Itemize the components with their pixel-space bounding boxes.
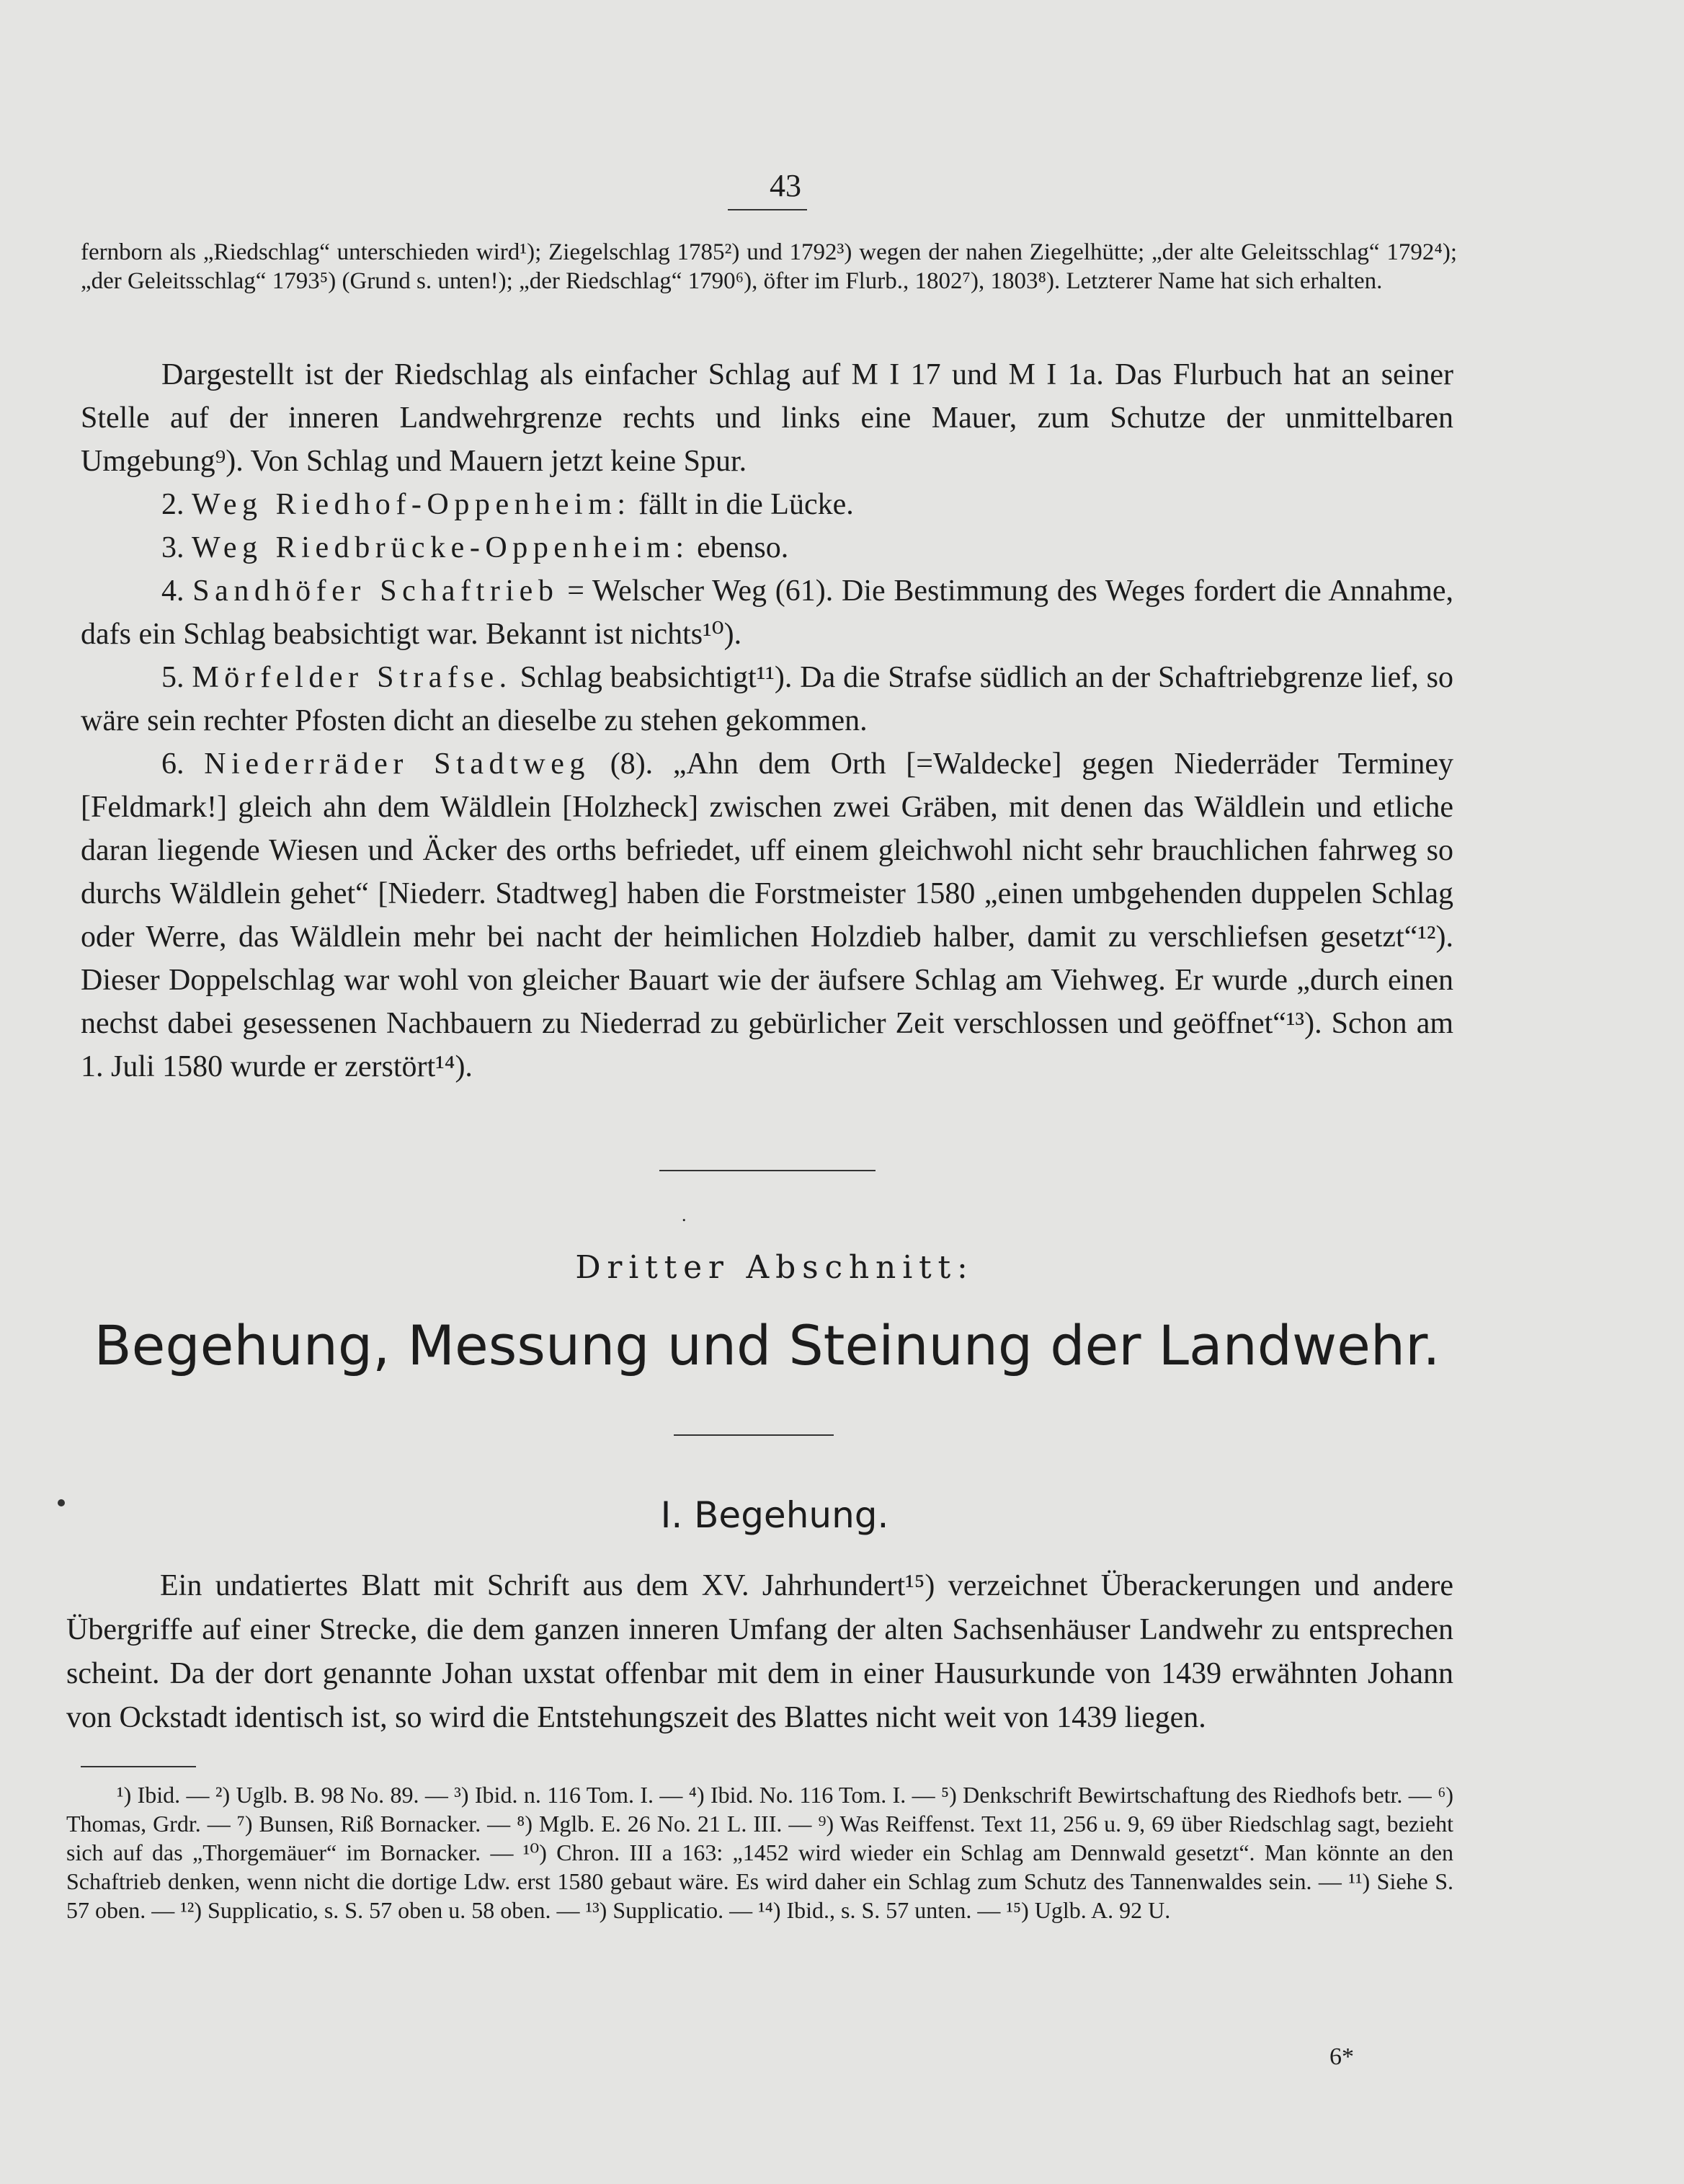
section-body-1 (81, 353, 1453, 1088)
item-name: Weg Riedbrücke-Oppenheim: (192, 531, 690, 564)
section-label: Dritter Abschnitt: (575, 1249, 974, 1286)
list-item-6 (81, 742, 1453, 1088)
item-name: Weg Riedhof-Oppenheim: (192, 488, 631, 521)
signature-mark: 6* (1329, 2043, 1354, 2070)
item-name: Niederräder Stadtweg (204, 747, 590, 781)
paragraph-intro: Dargestellt ist der Riedschlag als einfacher Schlag auf M I 17 und M I 1a. Das Flurbuch hat an seiner Stelle auf der inneren Landwehrgrenze rechts und links eine Mauer, zum Schutze der unmittelbaren Umgebung⁹). Von Schlag und Mauern jetzt keine Spur. (81, 358, 1453, 478)
sub-heading: I. Begehung. (660, 1494, 889, 1536)
footnotes-text: ¹) Ibid. — ²) Uglb. B. 98 No. 89. — ³) Ibid. n. 116 Tom. I. — ⁴) Ibid. No. 116 Tom. I. — ⁵) Denkschrift Bewirtschaftung des Riedhofs betr. — ⁶) Thomas, Grdr. — ⁷) Bunsen, Riß Bornacker. — ⁸) Mglb. E. 26 No. 21 L. III. — ⁹) Was Reiffenst. Text 11, 256 u. 9, 69 über Riedschlag sagt, bezieht sich auf das „Thorgemäuer“ im Bornacker. — ¹⁰) Chron. III a 163: „1452 wird wieder ein Schlag am Dennwald gesetzt“. Man könnte an den Schaftrieb denken, wenn nicht die dortige Ldw. erst 1580 gebaut wäre. Es wird daher ein Schlag zum Schutz des Tannenwaldes sein. — ¹¹) Siehe S. 57 oben. — ¹²) Supplicatio, s. S. 57 oben u. 58 oben. — ¹³) Supplicatio. — ¹⁴) Ibid., s. S. 57 unten. — ¹⁵) Uglb. A. 92 U. (66, 1782, 1453, 1923)
paragraph-begehung: Ein undatiertes Blatt mit Schrift aus dem XV. Jahrhundert¹⁵) verzeichnet Überackerungen und andere Übergriffe auf einer Strecke, die dem ganzen inneren Umfang der alten Sachsenhäuser Landwehr zu entsprechen scheint. Da der dort genannte Johan uxstat offenbar mit dem in einer Hausurkunde von 1439 erwähnten Johann von Ockstadt identisch ist, so wird die Entstehungszeit des Blattes nicht weit von 1439 liegen. (66, 1569, 1453, 1734)
chapter-title: Begehung, Messung und Steinung der Landwehr. (94, 1313, 1440, 1377)
item-number: 2. (161, 488, 184, 521)
list-item-5 (81, 656, 1453, 742)
page-number-rule (728, 209, 807, 210)
top-note (81, 238, 1457, 296)
item-name: Mörfelder Strafse. (192, 661, 512, 694)
item-number: 5. (161, 661, 184, 694)
footnote-rule (81, 1766, 196, 1767)
item-name: Sandhöfer Schaftrieb (192, 574, 559, 608)
list-item-4 (81, 569, 1453, 656)
item-number: 3. (161, 531, 184, 564)
title-rule (674, 1434, 834, 1436)
section-separator-rule (659, 1170, 876, 1171)
separator-dot: . (682, 1204, 687, 1225)
item-text: = Welscher Weg (61). Die Bestimmung des Weges fordert die Annahme, dafs ein Schlag beabsichtigt war. Bekannt ist nichts¹⁰). (81, 574, 1454, 651)
footnotes (66, 1780, 1453, 1925)
list-item-3 (81, 526, 1453, 569)
section-body-2 (66, 1564, 1453, 1740)
list-item-2 (81, 483, 1453, 526)
item-number: 6. (161, 747, 184, 781)
item-text: ebenso. (697, 531, 789, 564)
item-text: (8). „Ahn dem Orth [=Waldecke] gegen Niederräder Terminey [Feldmark!] gleich ahn dem Wäldlein [Holzheck] zwischen zwei Gräben, mit denen das Wäldlein und etliche daran liegende Wiesen und Äcker des orths befriedet, uff einem gleichwohl nicht sehr brauchlichen fahrweg so durchs Wäldlein gehet“ [Niederr. Stadtweg] haben die Forstmeister 1580 „einen umbgehenden duppelen Schlag oder Werre, das Wäldlein mehr bei nacht der heimlichen Holzdieb halber, damit zu verschliefsen gesetzt“¹²). Dieser Doppelschlag war wohl von gleicher Bauart wie der äufsere Schlag am Viehweg. Er wurde „durch einen nechst dabei gesessenen Nachbauern zu Niederrad zu gebürlicher Zeit verschlossen und geöffnet“¹³). Schon am 1. Juli 1580 wurde er zerstört¹⁴). (81, 747, 1454, 1083)
top-note-text: fernborn als „Riedschlag“ unterschieden wird¹); Ziegelschlag 1785²) und 1792³) wegen der nahen Ziegelhütte; „der alte Geleitsschlag“ 1792⁴); „der Geleitsschlag“ 1793⁵) (Grund s. unten!); „der Riedschlag“ 1790⁶), öfter im Flurb., 1802⁷), 1803⁸). Letzterer Name hat sich erhalten. (81, 239, 1457, 294)
item-text: fällt in die Lücke. (638, 488, 854, 521)
item-text: Schlag beabsichtigt¹¹). Da die Strafse südlich an der Schaftriebgrenze lief, so wäre sein rechter Pfosten dicht an dieselbe zu stehen gekommen. (81, 661, 1454, 737)
item-number: 4. (161, 574, 184, 608)
page-number: 43 (770, 168, 801, 203)
margin-dot (58, 1499, 65, 1506)
